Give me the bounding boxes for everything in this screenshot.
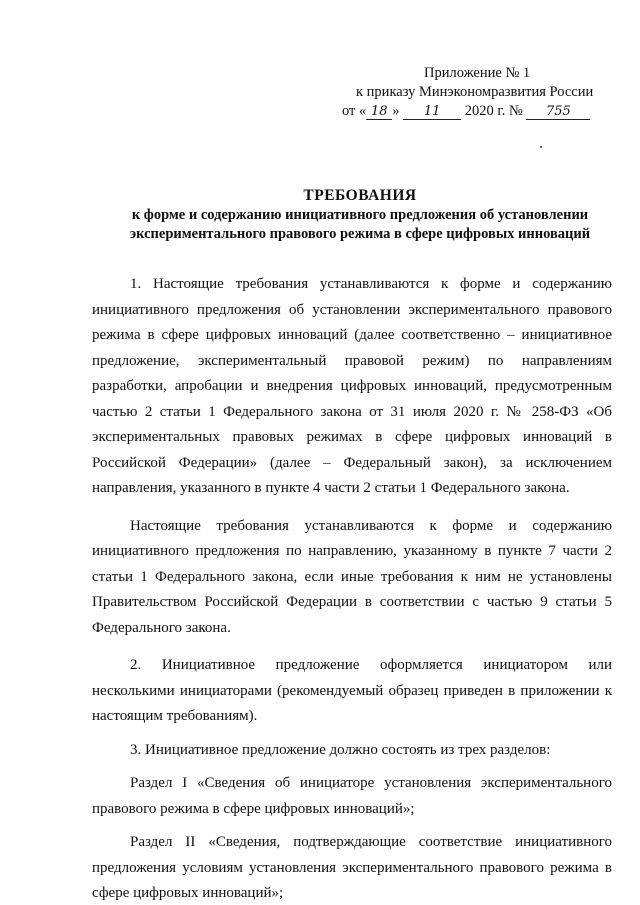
year-and-number-label: 2020 г. № [464, 103, 523, 119]
paragraph-5: Раздел I «Сведения об инициаторе установления экспериментального правового режима в сфере цифровых инноваций»; [92, 775, 612, 817]
paragraph-3: 2. Инициативное предложение оформляется инициатором или несколькими инициаторами (рекомендуемый образец приведен в приложении к настоящим требованиям). [92, 657, 612, 724]
paragraph-6: Раздел II «Сведения, подтверждающие соответствие инициативного предложения условиям установления экспериментального правового режима в сфере цифровых инноваций»; [92, 834, 612, 901]
document-body [92, 272, 612, 905]
date-separator: » [392, 103, 400, 119]
document-heading [90, 186, 630, 244]
handwritten-month: 11 [403, 104, 461, 120]
heading-subtitle-line1: к форме и содержанию инициативного предложения об установлении [131, 207, 589, 223]
date-prefix: от « [342, 103, 367, 119]
paragraph-1: 1. Настоящие требования устанавливаются к форме и содержанию инициативного предложения об установлении экспериментального правового режима в сфере цифровых инноваций (далее соответственно – инициативное предложение, экспериментальный правовой режим) по направлениям разработки, апробации и внедрения цифровых инноваций, предусмотренным частью 2 статьи 1 Федерального закона от 31 июля 2020 г. № 258-ФЗ «Об экспериментальных правовых режимах в сфере цифровых инноваций в Российской Федерации» (далее – Федеральный закон), за исключением направления, указанного в пункте 4 части 2 статьи 1 Федерального закона. [92, 276, 612, 496]
appendix-date-line [342, 102, 612, 121]
appendix-block [342, 64, 612, 121]
heading-subtitle-line2: экспериментального правового режима в сфере цифровых инноваций [129, 226, 591, 242]
paragraph-4: 3. Инициативное предложение должно состоять из трех разделов: [130, 741, 551, 758]
stray-mark [540, 146, 542, 148]
handwritten-day: 18 [366, 104, 392, 120]
handwritten-order-number: 755 [526, 104, 590, 120]
heading-title: ТРЕБОВАНИЯ [303, 187, 417, 204]
appendix-order-reference: к приказу Минэкономразвития России [356, 84, 594, 100]
appendix-title: Приложение № 1 [424, 65, 531, 81]
paragraph-2: Настоящие требования устанавливаются к форме и содержанию инициативного предложения по направлению, указанному в пункте 7 части 2 статьи 1 Федерального закона, если иные требования к ним не установлены Правительством Российской Федерации в соответствии с частью 9 статьи 5 Федерального закона. [92, 517, 612, 636]
